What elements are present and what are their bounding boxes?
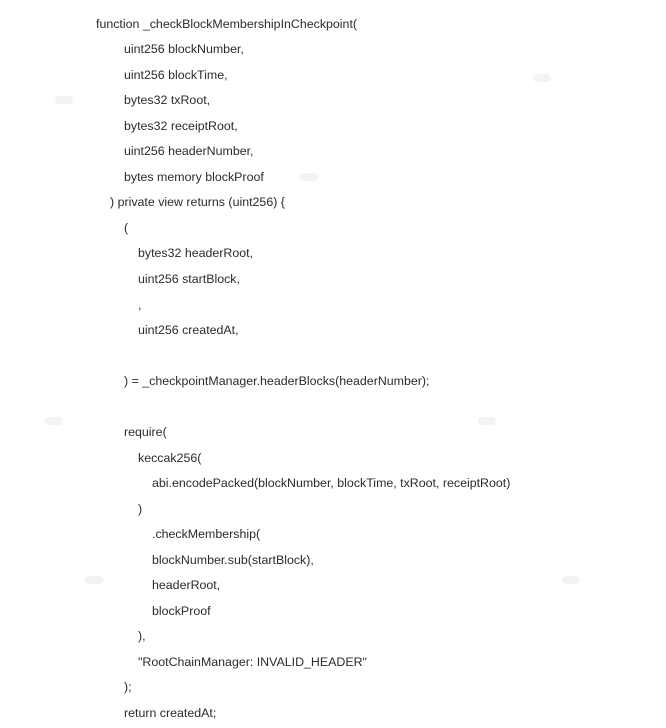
code-line: , <box>138 298 142 312</box>
code-line: ) <box>138 502 143 516</box>
code-line: uint256 startBlock, <box>138 272 240 286</box>
code-line: "RootChainManager: INVALID_HEADER" <box>138 655 367 669</box>
watermark-mark <box>562 576 580 584</box>
watermark-mark <box>85 576 103 584</box>
code-line: uint256 blockTime, <box>124 68 228 82</box>
code-line: .checkMembership( <box>152 527 261 541</box>
code-line: return createdAt; <box>124 706 217 720</box>
code-line: require( <box>124 425 167 439</box>
code-line: ) = _checkpointManager.headerBlocks(headerNumber); <box>124 374 430 388</box>
code-line: bytes32 receiptRoot, <box>124 119 238 133</box>
code-line: ) private view returns (uint256) { <box>110 195 285 209</box>
watermark-mark <box>300 173 318 181</box>
code-line: function _checkBlockMembershipInCheckpoint( <box>96 17 358 31</box>
watermark-mark <box>55 96 73 104</box>
code-line: keccak256( <box>138 451 202 465</box>
code-line: headerRoot, <box>152 578 221 592</box>
watermark-mark <box>533 74 551 82</box>
code-line: uint256 headerNumber, <box>124 144 254 158</box>
code-line: abi.encodePacked(blockNumber, blockTime, txRoot, receiptRoot) <box>152 476 511 490</box>
code-line: blockProof <box>152 604 211 618</box>
watermark-mark <box>478 417 496 425</box>
code-line: bytes memory blockProof <box>124 170 264 184</box>
code-line: uint256 createdAt, <box>138 323 239 337</box>
code-line: ), <box>138 629 146 643</box>
watermark-mark <box>45 417 63 425</box>
code-line: ( <box>124 221 129 235</box>
code-line: bytes32 headerRoot, <box>138 246 254 260</box>
code-line: bytes32 txRoot, <box>124 93 211 107</box>
code-line: ); <box>124 680 132 694</box>
code-line: blockNumber.sub(startBlock), <box>152 553 314 567</box>
code-line: uint256 blockNumber, <box>124 42 244 56</box>
